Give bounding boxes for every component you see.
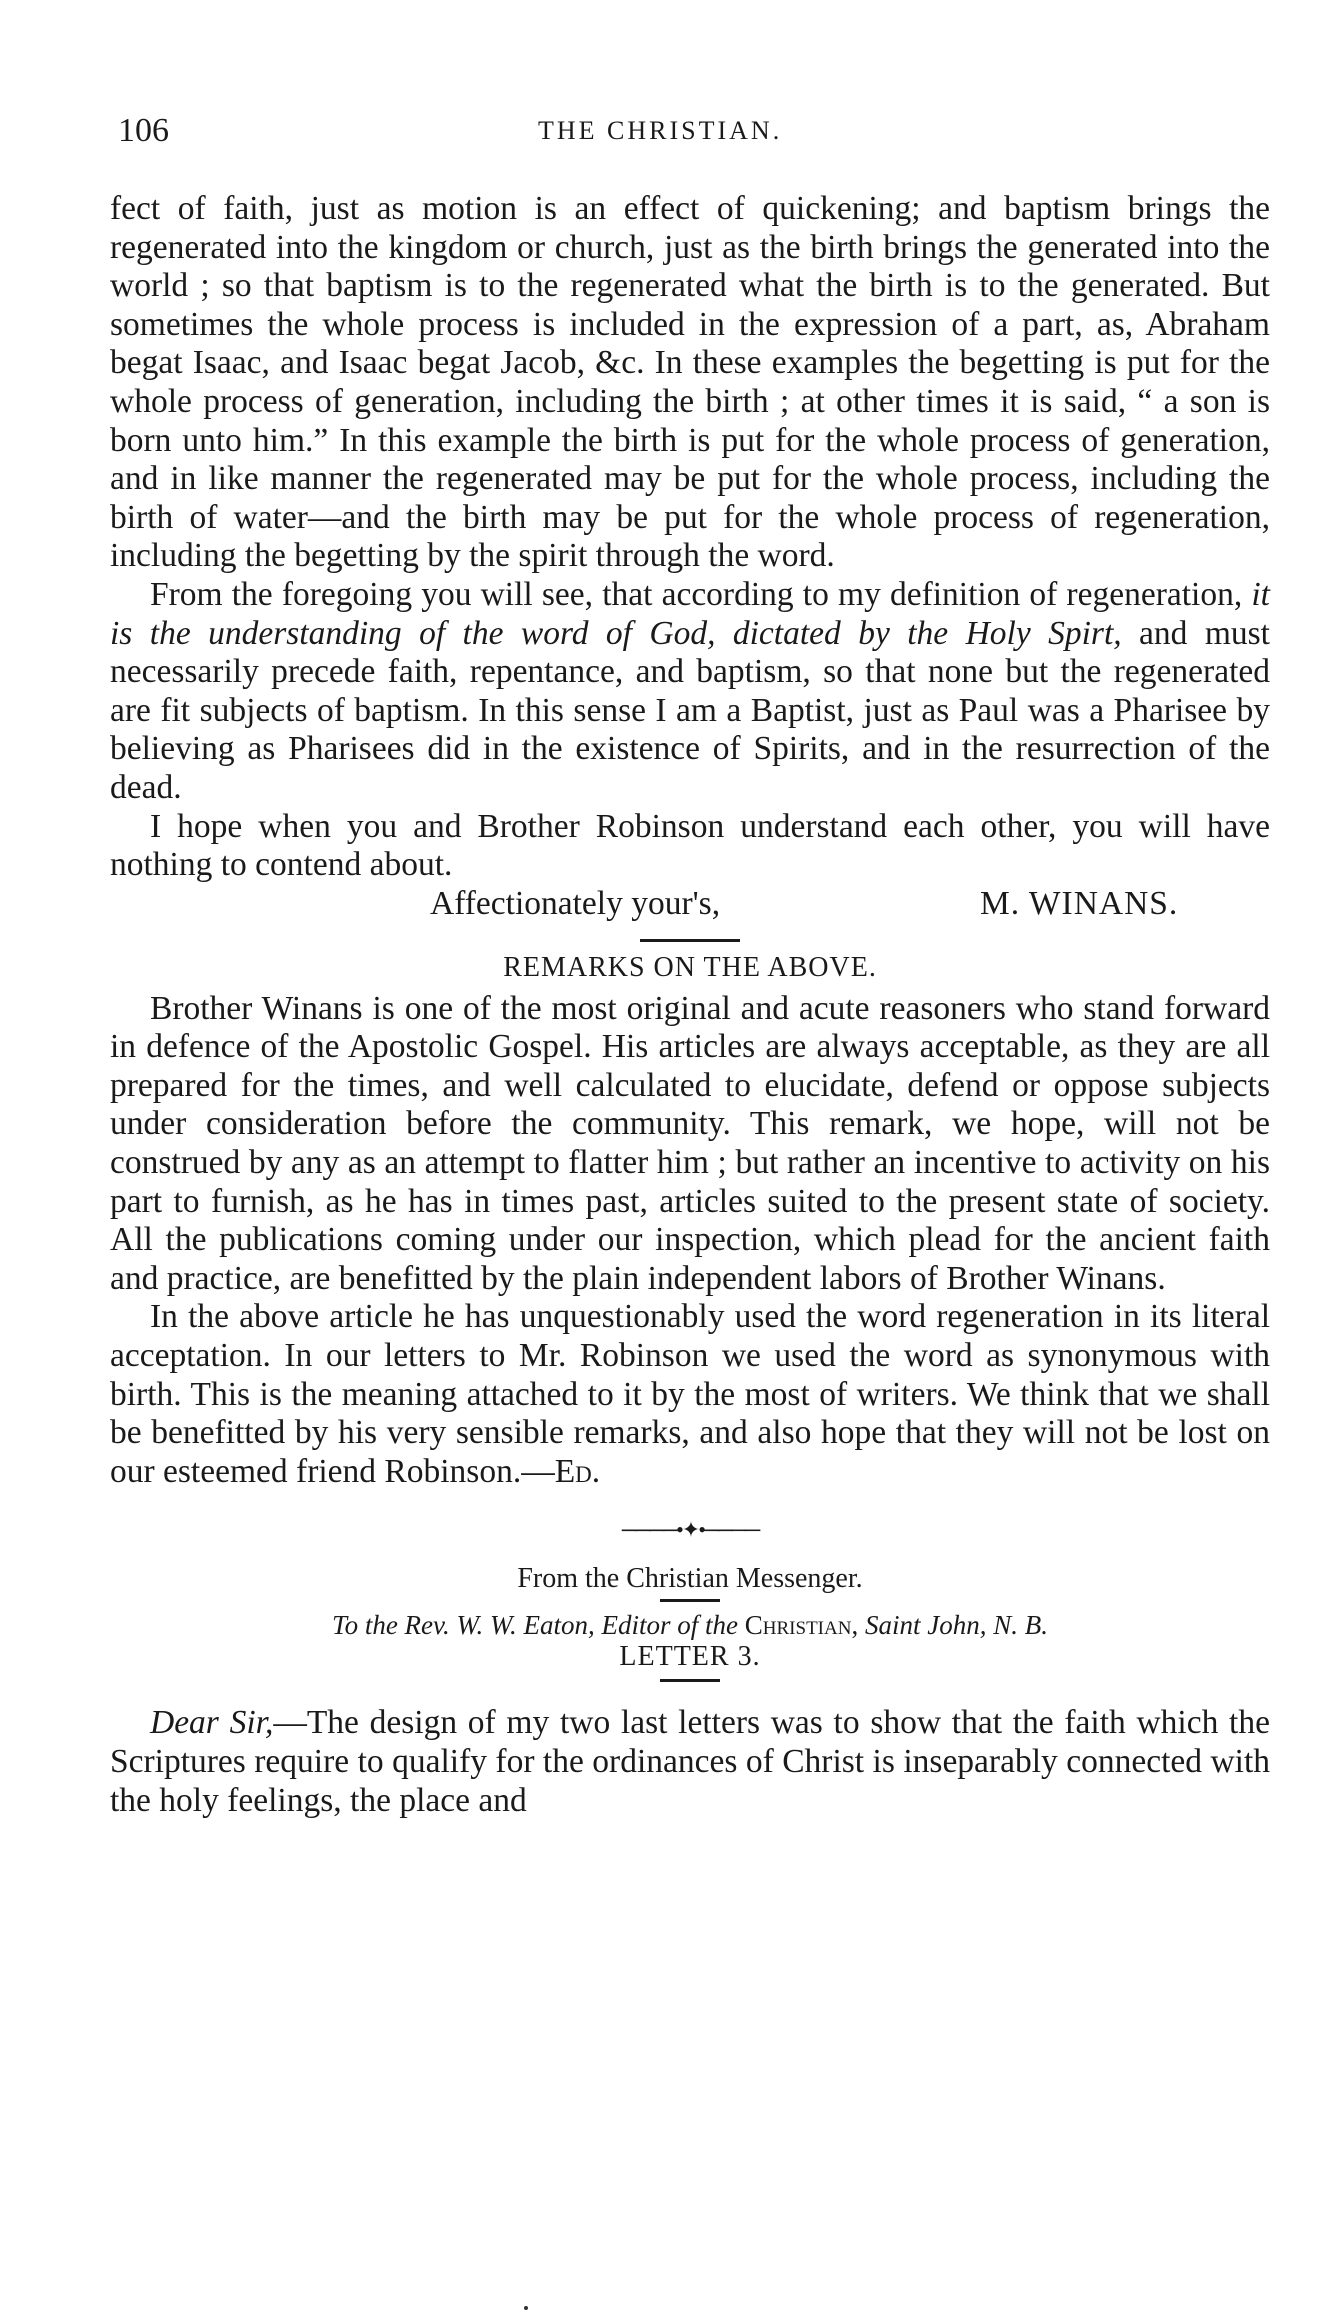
source-line: From the Christian Messenger.: [517, 1563, 863, 1595]
letter-paragraph-2-start: From the foregoing you will see, that according to my definition of regeneration,: [150, 575, 1252, 613]
addressee-line: [110, 1610, 1270, 1641]
article-body: [110, 190, 1270, 1820]
letter-paragraph-2-end: and must necessarily precede faith, repentance, and baptism, so that none but the regenerated are fit subjects of baptism. In this sense I am a Baptist, just as Paul was a Pharisee by believing as Pharisees did in the existence of Spirits, and in the resurrection of the dead.: [110, 614, 1270, 806]
letter-signoff: [110, 885, 1270, 927]
remarks-paragraph-2-text: In the above article he has unquestionably used the word regeneration in its literal acceptation. In our letters to Mr. Robinson we used the word as synonymous with birth. This is the meaning attached to it by the most of writers. We think that we shall be benefitted by his very sensible remarks, and also hope that they will not be lost on our esteemed friend Robinson.—: [110, 1298, 1270, 1490]
letter-3-text: —The design of my two last letters was to show that the faith which the Scriptures require to qualify for the ordinances of Christ is inseparably connected with the holy feelings, the place and: [110, 1704, 1270, 1819]
print-speck: [524, 2306, 528, 2310]
page-header: [118, 112, 1268, 152]
remarks-paragraph-1: Brother Winans is one of the most original and acute reasoners who stand forward in defence of the Apostolic Gospel. His articles are always acceptable, as they are all prepared for the times, and well calculated to elucidate, defend or oppose subjects under consideration before the community. This remark, we hope, will not be construed by any as an attempt to flatter him ; but rather an incentive to activity on his part to furnish, as he has in times past, articles suited to the present state of society. All the publications coming under our inspection, which plead for the ancient faith and practice, are benefitted by the plain independent labors of Brother Winans.: [110, 989, 1270, 1297]
addressee-end: Saint John, N. B.: [858, 1610, 1048, 1641]
page-number: 106: [118, 112, 169, 149]
ornamental-divider: ────•✦•────: [621, 1517, 759, 1543]
editor-mark: Ed.: [554, 1452, 601, 1490]
signature: M. WINANS.: [980, 884, 1179, 922]
letter-divider: [660, 1679, 720, 1682]
closing-line: Affectionately your's,: [430, 884, 721, 922]
letter-number: LETTER 3.: [619, 1641, 761, 1673]
paper-name: Christian,: [744, 1610, 859, 1641]
salutation: Dear Sir,: [150, 1704, 274, 1742]
remarks-paragraph-2: [110, 1298, 1270, 1491]
addressee-start: To the Rev. W. W. Eaton, Editor of the: [332, 1610, 745, 1641]
section-divider: [640, 939, 740, 942]
letter-paragraph-1: fect of faith, just as motion is an effect of quickening; and baptism brings the regenerated into the kingdom or church, just as the birth brings the generated into the world ; so that baptism is to the regenerated what the birth is to the generated. But sometimes the whole process is included in the expression of a part, as, Abraham begat Isaac, and Isaac begat Jacob, &c. In these examples the begetting is put for the whole process of generation, including the birth ; at other times it is said, “ a son is born unto him.” In this example the birth is put for the whole process of generation, and in like manner the regenerated may be put for the whole process, including the birth of water—and the birth may be put for the whole process of regeneration, including the begetting by the spirit through the word.: [110, 190, 1270, 575]
running-title: THE CHRISTIAN.: [538, 116, 783, 145]
letter-paragraph-2: [110, 576, 1270, 808]
source-divider: [660, 1599, 720, 1602]
remarks-heading: REMARKS ON THE ABOVE.: [503, 951, 877, 983]
regeneration-definition: it is the understanding of the word of God, dictated by the Holy Spirt,: [110, 575, 1270, 652]
letter-paragraph-3: I hope when you and Brother Robinson understand each other, you will have nothing to contend about.: [110, 807, 1270, 884]
letter-3-paragraph: [110, 1704, 1270, 1820]
